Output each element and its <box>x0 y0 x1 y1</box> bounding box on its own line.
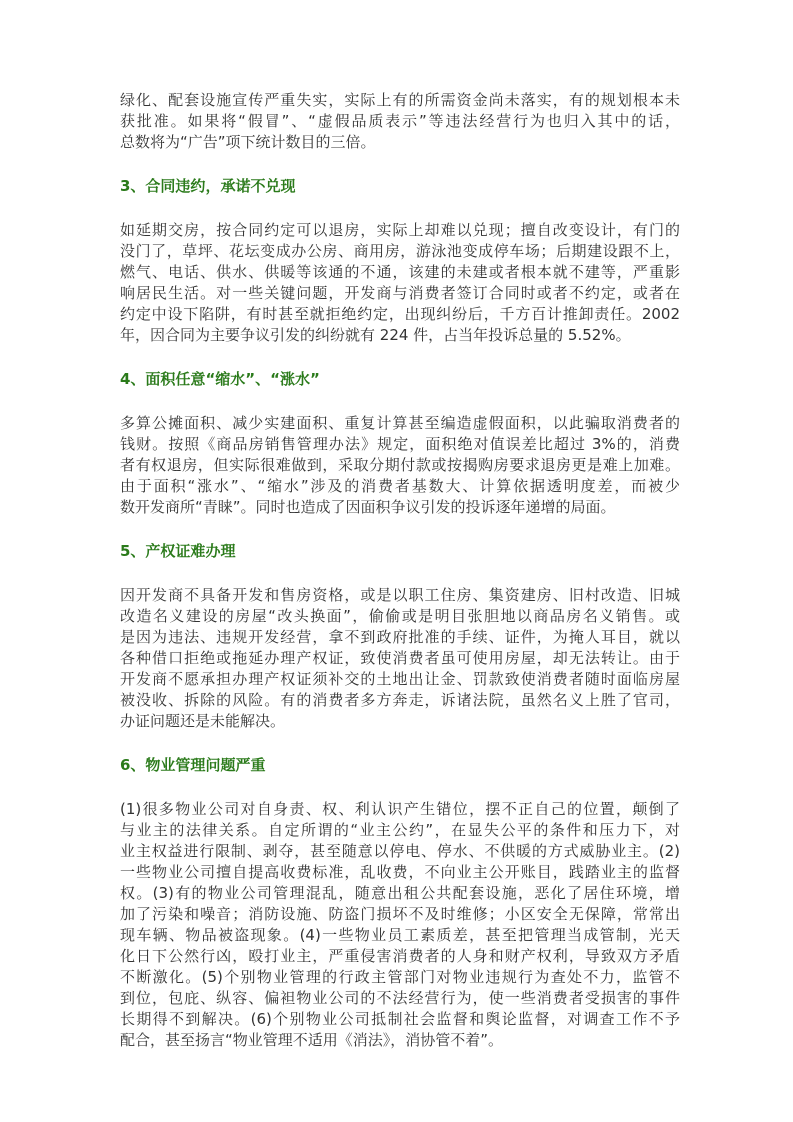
paragraph-line: 到位，包庇、纵容、偏袒物业公司的不法经营行为，使一些消费者受损害的事件 <box>120 989 680 1007</box>
paragraph-line: 开发商不愿承担办理产权证须补交的土地出让金、罚款致使消费者随时面临房屋 <box>120 670 680 688</box>
paragraph-line: 总数将为“广告”项下统计数目的三倍。 <box>120 133 376 151</box>
paragraph-line: 钱财。按照《商品房销售管理办法》规定，面积绝对值误差比超过 3%的，消费 <box>120 435 680 453</box>
paragraph-line: 业主权益进行限制、剥夺，甚至随意以停电、停水、不供暖的方式威胁业主。(2) <box>120 842 680 860</box>
paragraph-line: 多算公摊面积、减少实建面积、重复计算甚至编造虚假面积，以此骗取消费者的 <box>120 414 680 432</box>
paragraph-line: 办证问题还是未能解决。 <box>120 712 286 730</box>
paragraph-line: 如延期交房，按合同约定可以退房，实际上却难以兑现；擅自改变设计，有门的 <box>120 221 680 239</box>
section-heading: 6、物业管理问题严重 <box>120 756 266 774</box>
paragraph-line: 改造名义建设的房屋“改头换面”，偷偷或是明目张胆地以商品房名义销售。或 <box>120 607 680 625</box>
paragraph-line: 现车辆、物品被盗现象。(4)一些物业员工素质差，甚至把管理当成管制，光天 <box>120 926 680 944</box>
paragraph-line: 一些物业公司擅自提高收费标准，乱收费，不向业主公开账目，践踏业主的监督 <box>120 863 680 881</box>
paragraph-line: 长期得不到解决。(6)个别物业公司抵制社会监督和舆论监督，对调查工作不予 <box>120 1010 680 1028</box>
paragraph-line: 燃气、电话、供水、供暖等该通的不通，该建的未建或者根本就不建等，严重影 <box>120 263 680 281</box>
paragraph-line: 化日下公然行凶，殴打业主，严重侵害消费者的人身和财产权利，导致双方矛盾 <box>120 947 680 965</box>
paragraph <box>120 220 680 346</box>
paragraph <box>120 413 680 518</box>
paragraph <box>120 585 680 732</box>
paragraph-line: 权。(3)有的物业公司管理混乱，随意出租公共配套设施，恶化了居住环境，增 <box>120 884 680 902</box>
paragraph-line: 约定中设下陷阱，有时甚至就拒绝约定，出现纠纷后，千方百计推卸责任。2002 <box>120 305 680 323</box>
paragraph-line: 各种借口拒绝或拖延办理产权证，致使消费者虽可使用房屋，却无法转让。由于 <box>120 649 680 667</box>
paragraph-line: 不断激化。(5)个别物业管理的行政主管部门对物业违规行为查处不力，监管不 <box>120 968 680 986</box>
paragraph-line: 是因为违法、违规开发经营，拿不到政府批准的手续、证件，为掩人耳目，就以 <box>120 628 680 646</box>
paragraph-line: 因开发商不具备开发和售房资格，或是以职工住房、集资建房、旧村改造、旧城 <box>120 586 680 604</box>
paragraph-line: 没门了，草坪、花坛变成办公房、商用房，游泳池变成停车场；后期建设跟不上， <box>120 242 680 260</box>
paragraph-line: 与业主的法律关系。自定所谓的“业主公约”，在显失公平的条件和压力下，对 <box>120 821 680 839</box>
paragraph <box>120 90 680 153</box>
paragraph-line: (1)很多物业公司对自身责、权、利认识产生错位，摆不正自己的位置，颠倒了 <box>120 800 680 818</box>
section-heading: 4、面积任意“缩水”、“涨水” <box>120 370 320 388</box>
paragraph-line: 由于面积“涨水”、“缩水”涉及的消费者基数大、计算依据透明度差，而被少 <box>120 477 680 495</box>
paragraph-line: 年，因合同为主要争议引发的纠纷就有 224 件，占当年投诉总量的 5.52%。 <box>120 326 631 344</box>
paragraph-line: 被没收、拆除的风险。有的消费者多方奔走，诉诸法院，虽然名义上胜了官司， <box>120 691 680 709</box>
section-heading: 5、产权证难办理 <box>120 542 236 560</box>
paragraph-line: 加了污染和噪音；消防设施、防盗门损坏不及时维修；小区安全无保障，常常出 <box>120 905 680 923</box>
paragraph-line: 配合，甚至扬言“物业管理不适用《消法》，消协管不着”。 <box>120 1031 504 1049</box>
paragraph-line: 者有权退房，但实际很难做到，采取分期付款或按揭购房要求退房更是难上加难。 <box>120 456 680 474</box>
paragraph <box>120 799 680 1051</box>
paragraph-line: 绿化、配套设施宣传严重失实，实际上有的所需资金尚未落实，有的规划根本未 <box>120 91 680 109</box>
document-body <box>120 90 680 1074</box>
paragraph-line: 获批准。如果将“假冒”、“虚假品质表示”等违法经营行为也归入其中的话， <box>120 112 680 130</box>
paragraph-line: 响居民生活。对一些关键问题，开发商与消费者签订合同时或者不约定，或者在 <box>120 284 680 302</box>
section-heading: 3、合同违约，承诺不兑现 <box>120 177 296 195</box>
paragraph-line: 数开发商所“青睐”。同时也造成了因面积争议引发的投诉逐年递增的局面。 <box>120 498 616 516</box>
